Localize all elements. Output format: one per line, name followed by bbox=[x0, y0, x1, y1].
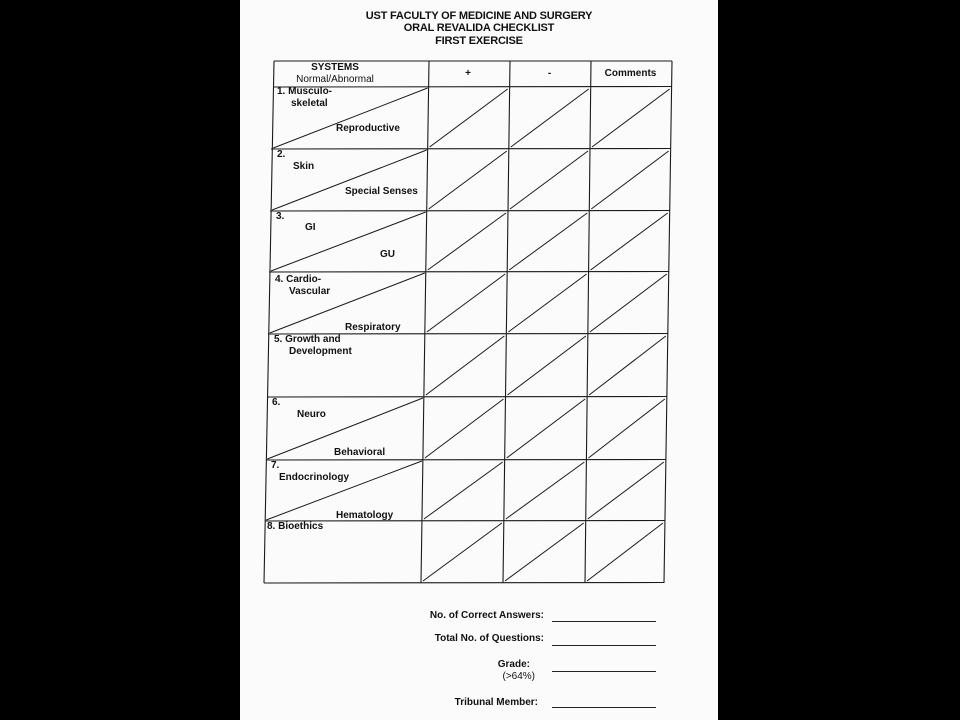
grid-column-line bbox=[264, 61, 274, 583]
system-row-6-label: Neuro bbox=[297, 409, 326, 420]
exercise-title: FIRST EXERCISE bbox=[435, 35, 523, 47]
system-row-3-lower-label: GU bbox=[380, 249, 395, 260]
answer-cell-diagonal bbox=[509, 213, 587, 270]
answer-cell-diagonal bbox=[590, 274, 667, 332]
system-row-2-lower-label: Special Senses bbox=[345, 186, 418, 197]
system-row-7-number: 7. bbox=[271, 460, 280, 471]
answer-cell-diagonal bbox=[424, 462, 503, 519]
system-row-1-label: 1. Musculo- bbox=[277, 86, 333, 97]
answer-cell-diagonal bbox=[588, 462, 664, 519]
document-title: UST FACULTY OF MEDICINE AND SURGERY bbox=[365, 10, 593, 22]
answer-cell-diagonal bbox=[430, 89, 508, 147]
systems-cell-diagonal bbox=[273, 88, 427, 148]
system-row-3-label: GI bbox=[305, 222, 316, 233]
system-row-4-label-cont: Vascular bbox=[289, 286, 331, 297]
grade-threshold: (>64%) bbox=[502, 671, 535, 682]
tribunal-member-label: Tribunal Member: bbox=[454, 697, 538, 708]
grid-row-line bbox=[269, 272, 669, 273]
grid-row-line bbox=[270, 211, 670, 212]
system-row-6-number: 6. bbox=[272, 397, 281, 408]
answer-cell-diagonal bbox=[591, 151, 668, 209]
system-row-4-label: 4. Cardio- bbox=[275, 274, 322, 285]
grid-row-line bbox=[266, 460, 666, 461]
answer-cell-diagonal bbox=[589, 336, 666, 395]
grid-row-line bbox=[265, 521, 665, 522]
normal-abnormal-header: Normal/Abnormal bbox=[296, 74, 374, 85]
plus-column-header: + bbox=[465, 68, 471, 79]
answer-cell-diagonal bbox=[428, 213, 506, 270]
answer-cell-diagonal bbox=[507, 399, 585, 458]
grid-column-line bbox=[664, 61, 672, 583]
grid-row-line bbox=[267, 397, 667, 398]
answer-cell-diagonal bbox=[423, 523, 502, 581]
grid-row-line bbox=[273, 87, 672, 88]
system-row-2-number: 2. bbox=[277, 149, 286, 160]
system-row-1-label-cont: skeletal bbox=[291, 98, 328, 109]
grid-column-line bbox=[503, 61, 510, 583]
system-row-6-lower-label: Behavioral bbox=[334, 447, 386, 458]
systems-header: SYSTEMS bbox=[311, 62, 359, 73]
correct-answers-label: No. of Correct Answers: bbox=[429, 610, 544, 621]
answer-cell-diagonal bbox=[592, 89, 670, 147]
answer-cell-diagonal bbox=[591, 213, 668, 270]
system-row-1-lower-label: Reproductive bbox=[336, 123, 400, 134]
system-row-7-lower-label: Hematology bbox=[336, 510, 394, 521]
answer-cell-diagonal bbox=[506, 462, 585, 519]
system-row-3-number: 3. bbox=[276, 211, 285, 222]
system-row-4-lower-label: Respiratory bbox=[345, 322, 401, 333]
system-row-2-label: Skin bbox=[293, 161, 315, 172]
answer-cell-diagonal bbox=[429, 151, 507, 209]
grid-row-line bbox=[264, 583, 664, 584]
answer-cell-diagonal bbox=[587, 523, 663, 581]
system-row-8-label: 8. Bioethics bbox=[267, 521, 324, 532]
systems-cell-diagonal bbox=[271, 212, 426, 271]
grid-column-line bbox=[421, 61, 429, 583]
systems-cell-diagonal bbox=[272, 150, 427, 210]
document-subtitle: ORAL REVALIDA CHECKLIST bbox=[403, 22, 555, 34]
answer-cell-diagonal bbox=[425, 399, 504, 458]
tribunal-member-field[interactable] bbox=[552, 707, 656, 708]
system-row-5-label-cont: Development bbox=[289, 346, 352, 357]
answer-cell-diagonal bbox=[427, 274, 505, 332]
system-row-7-label: Endocrinology bbox=[279, 472, 349, 483]
answer-cell-diagonal bbox=[588, 399, 664, 458]
answer-cell-diagonal bbox=[505, 523, 584, 581]
checklist-sheet bbox=[240, 0, 718, 720]
grade-label: Grade: bbox=[497, 659, 530, 670]
total-questions-label: Total No. of Questions: bbox=[434, 633, 544, 644]
minus-column-header: - bbox=[547, 68, 552, 79]
answer-cell-diagonal bbox=[510, 151, 588, 209]
correct-answers-field[interactable] bbox=[552, 621, 656, 622]
system-row-5-label: 5. Growth and bbox=[274, 334, 341, 345]
answer-cell-diagonal bbox=[511, 89, 589, 147]
grid-column-line bbox=[585, 61, 591, 583]
grid-row-line bbox=[271, 149, 671, 150]
grade-field[interactable] bbox=[552, 671, 656, 672]
answer-cell-diagonal bbox=[507, 336, 585, 395]
answer-cell-diagonal bbox=[508, 274, 586, 332]
total-questions-field[interactable] bbox=[552, 645, 656, 646]
comments-column-header: Comments bbox=[604, 68, 657, 79]
answer-cell-diagonal bbox=[426, 336, 504, 395]
